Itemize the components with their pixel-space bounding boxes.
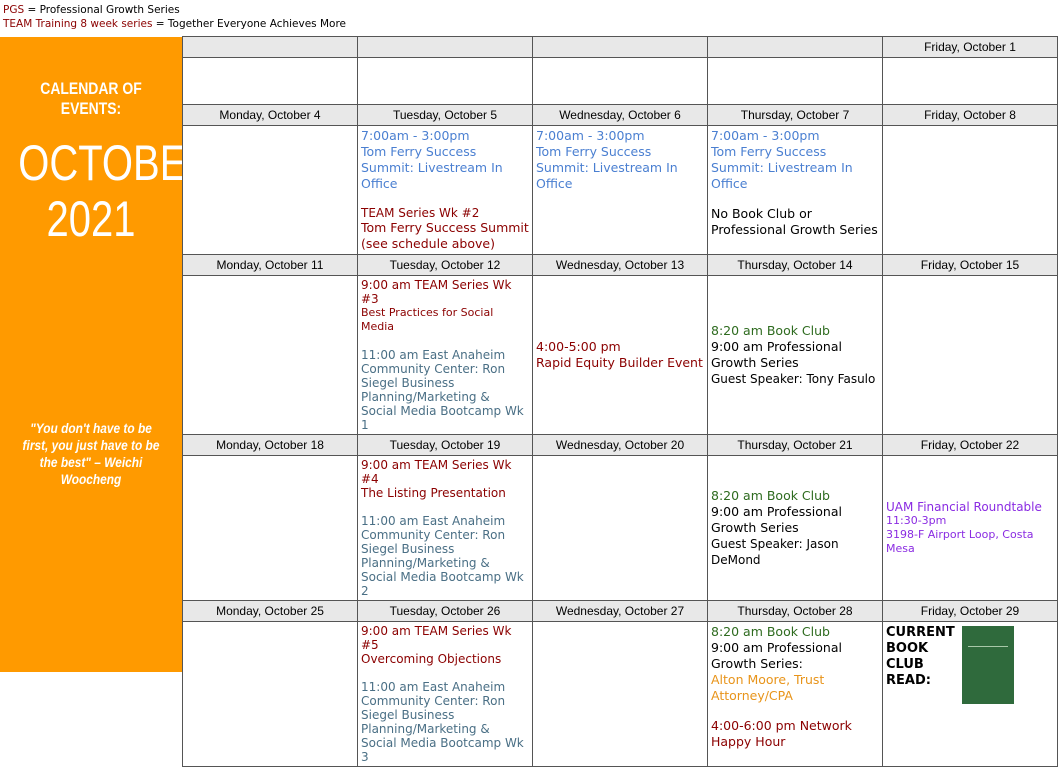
day-header-oct-4: Monday, October 4 (183, 105, 358, 126)
day-header-oct-18: Monday, October 18 (183, 435, 358, 456)
team-series-detail: The Listing Presentation (361, 486, 506, 500)
month-year: 2021 (46, 191, 136, 247)
day-cell-oct-18 (183, 456, 358, 601)
event-title: UAM Financial Roundtable (886, 500, 1042, 514)
book-club: 8:20 am Book Club (711, 323, 830, 338)
book-club-read (886, 624, 1054, 704)
guest-speaker: Guest Speaker: Jason DeMond (711, 537, 839, 567)
event-time: 11:30-3pm (886, 514, 947, 527)
team-series-label: 9:00 am TEAM Series Wk #4 (361, 458, 512, 486)
day-cell-oct-6 (533, 126, 708, 255)
event-time: 7:00am - 3:00pm (536, 128, 645, 143)
day-header (533, 37, 708, 58)
legend-pgs-meaning: = Professional Growth Series (24, 4, 180, 16)
day-header-oct-12: Tuesday, October 12 (358, 255, 533, 276)
day-cell-oct-27 (533, 622, 708, 767)
guest-speaker: Alton Moore, Trust Attorney/CPA (711, 672, 825, 703)
sidebar-title: CALENDAR OF EVENTS: (40, 79, 142, 118)
day-header-oct-26: Tuesday, October 26 (358, 601, 533, 622)
week4-header (183, 601, 1058, 622)
day-header-oct-1: Friday, October 1 (883, 37, 1058, 58)
week0-body (183, 58, 1058, 105)
community-event: 11:00 am East Anaheim Community Center: Ron Siegel Business Planning/Marketing & Social Media Bootcamp Wk 1 (361, 348, 524, 432)
day-header (358, 37, 533, 58)
week4-body (183, 622, 1058, 767)
day-cell-oct-11 (183, 276, 358, 435)
calendar-grid (182, 36, 1058, 767)
legend-pgs-abbr: PGS (3, 4, 25, 16)
day-cell-oct-19 (358, 456, 533, 601)
community-event: 11:00 am East Anaheim Community Center: Ron Siegel Business Planning/Marketing & Social Media Bootcamp Wk 3 (361, 680, 524, 764)
week3-header (183, 435, 1058, 456)
week1-body (183, 126, 1058, 255)
day-cell-oct-4 (183, 126, 358, 255)
day-cell (533, 58, 708, 105)
day-cell-oct-15 (883, 276, 1058, 435)
event-location: 3198-F Airport Loop, Costa Mesa (886, 528, 1034, 555)
day-cell-oct-28 (708, 622, 883, 767)
day-header-oct-13: Wednesday, October 13 (533, 255, 708, 276)
team-series-detail: Overcoming Objections (361, 652, 502, 666)
happy-hour: 4:00-6:00 pm Network Happy Hour (711, 718, 852, 749)
day-header-oct-14: Thursday, October 14 (708, 255, 883, 276)
day-cell-oct-21 (708, 456, 883, 601)
team-series-detail: Best Practices for Social Media (361, 306, 494, 333)
day-cell-oct-13 (533, 276, 708, 435)
day-header-oct-27: Wednesday, October 27 (533, 601, 708, 622)
sidebar-month (18, 135, 216, 247)
day-header-oct-15: Friday, October 15 (883, 255, 1058, 276)
event-time: 7:00am - 3:00pm (361, 128, 470, 143)
event-time: 7:00am - 3:00pm (711, 128, 820, 143)
day-header-oct-6: Wednesday, October 6 (533, 105, 708, 126)
event-title: Rapid Equity Builder Event (536, 355, 703, 370)
week3-body (183, 456, 1058, 601)
book-club: 8:20 am Book Club (711, 624, 830, 639)
day-header-oct-19: Tuesday, October 19 (358, 435, 533, 456)
team-series-label: TEAM Series Wk #2 (361, 206, 480, 220)
community-event: 11:00 am East Anaheim Community Center: Ron Siegel Business Planning/Marketing & Social Media Bootcamp Wk 2 (361, 514, 524, 598)
day-cell (708, 58, 883, 105)
team-series-label: 9:00 am TEAM Series Wk #5 (361, 624, 512, 652)
day-cell-oct-20 (533, 456, 708, 601)
day-header-oct-21: Thursday, October 21 (708, 435, 883, 456)
week1-header (183, 105, 1058, 126)
day-header-oct-11: Monday, October 11 (183, 255, 358, 276)
event-note: No Book Club or Professional Growth Series (711, 206, 878, 237)
guest-speaker: Guest Speaker: Tony Fasulo (711, 372, 876, 386)
day-header-oct-20: Wednesday, October 20 (533, 435, 708, 456)
day-header-oct-28: Thursday, October 28 (708, 601, 883, 622)
month-name: OCTOBER (18, 135, 216, 191)
pgs-event: 9:00 am Professional Growth Series: (711, 640, 842, 671)
day-cell-oct-26 (358, 622, 533, 767)
event-title: Tom Ferry Success Summit: Livestream In Office (536, 144, 678, 191)
day-cell-oct-25 (183, 622, 358, 767)
day-cell-oct-8 (883, 126, 1058, 255)
legend-team-abbr: TEAM Training 8 week series (3, 18, 153, 30)
day-cell-oct-12 (358, 276, 533, 435)
pgs-event: 9:00 am Professional Growth Series (711, 504, 842, 535)
day-header-oct-8: Friday, October 8 (883, 105, 1058, 126)
day-cell-oct-1 (883, 58, 1058, 105)
day-cell-oct-5 (358, 126, 533, 255)
week2-header (183, 255, 1058, 276)
book-club: 8:20 am Book Club (711, 488, 830, 503)
day-cell (358, 58, 533, 105)
sidebar-quote: "You don't have to be first, you just have to be the best" – Weichi Woocheng (22, 420, 160, 487)
day-header-oct-29: Friday, October 29 (883, 601, 1058, 622)
team-series-label: 9:00 am TEAM Series Wk #3 (361, 278, 512, 306)
day-header-oct-7: Thursday, October 7 (708, 105, 883, 126)
day-header-oct-5: Tuesday, October 5 (358, 105, 533, 126)
day-cell-oct-14 (708, 276, 883, 435)
pgs-event: 9:00 am Professional Growth Series (711, 339, 842, 370)
day-header-oct-22: Friday, October 22 (883, 435, 1058, 456)
event-title: Tom Ferry Success Summit: Livestream In Office (711, 144, 853, 191)
week0-header (183, 37, 1058, 58)
day-cell-oct-22 (883, 456, 1058, 601)
event-title: Tom Ferry Success Summit: Livestream In Office (361, 144, 503, 191)
week2-body (183, 276, 1058, 435)
event-time: 4:00-5:00 pm (536, 339, 621, 354)
day-cell (183, 58, 358, 105)
day-cell-oct-29 (883, 622, 1058, 767)
day-cell-oct-7 (708, 126, 883, 255)
sidebar (0, 37, 216, 672)
team-series-detail: Tom Ferry Success Summit (see schedule above) (361, 220, 529, 251)
legend (3, 3, 346, 31)
day-header (183, 37, 358, 58)
legend-team-meaning: = Together Everyone Achieves More (152, 18, 347, 30)
day-header-oct-25: Monday, October 25 (183, 601, 358, 622)
book-club-read-label: CURRENT BOOK CLUB READ: (886, 625, 955, 688)
day-header (708, 37, 883, 58)
book-cover-image (962, 626, 1014, 704)
